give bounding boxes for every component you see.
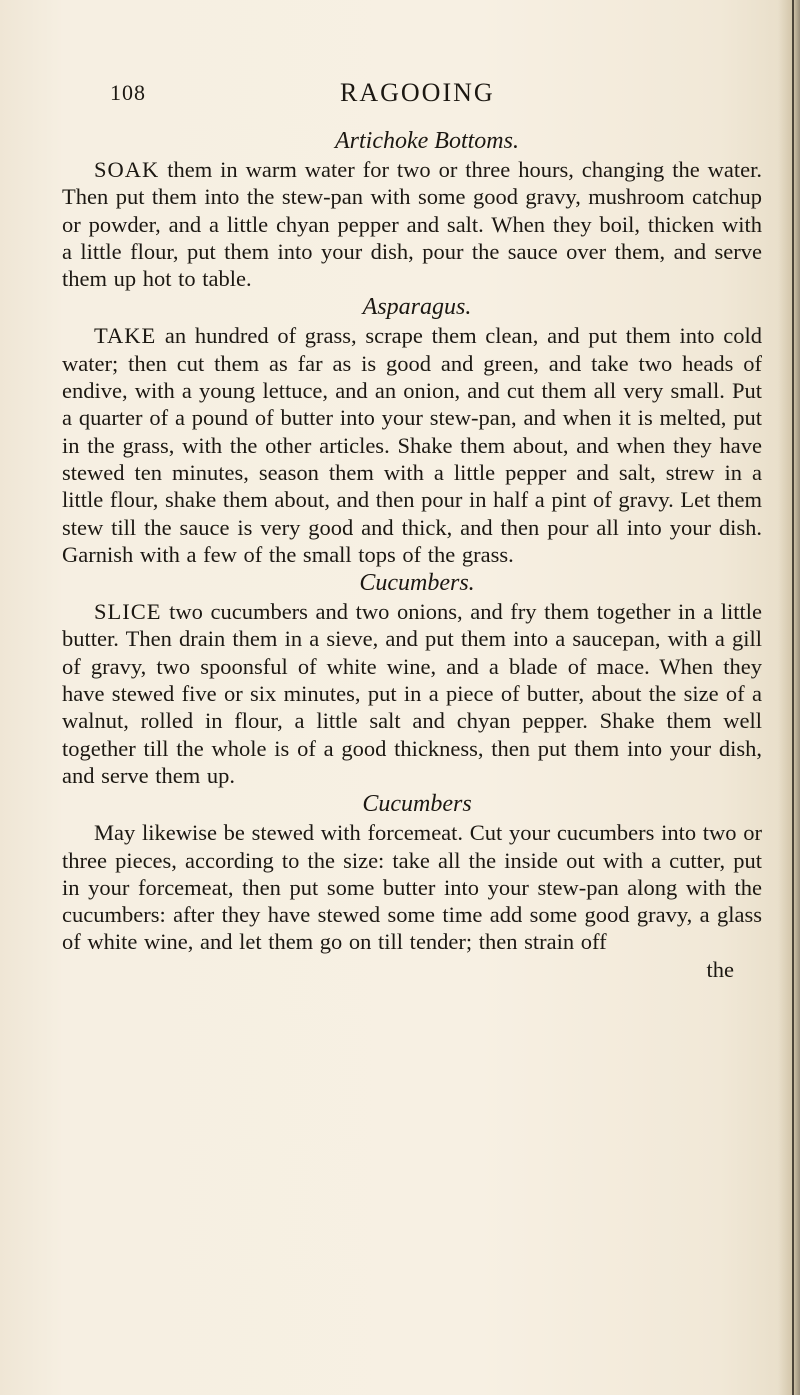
paragraph-text: an hundred of grass, scrape them clean, and put them into cold water; then cut them as far as is good and green, and take two heads of endive, with a young lettuce, and an onion, and cut them all very small. Put a quarter of a pound of butter into your stew-pan, and when it is melted, put in the grass, with the other articles. Shake them about, and when they have stewed ten minutes, season them with a little pepper and salt, strew in a little flour, shake them about, and then pour in half a pint of gravy. Let them stew till the sauce is very good and thick, and then pour all into your dish. Garnish with a few of the small tops of the grass. (62, 323, 762, 567)
running-title: RAGOOING (340, 78, 495, 107)
section-asparagus (62, 292, 762, 568)
section-cucumbers-2 (62, 789, 762, 955)
page-number: 108 (110, 80, 146, 105)
lead-word: TAKE (94, 323, 157, 349)
paragraph-text: May likewise be stewed with forcemeat. Cut your cucumbers into two or three pieces, according to the size: take all the inside out with a cutter, put in your forcemeat, then put some butter into your stew-pan along with the cucumbers: after they have stewed some time add some good gravy, a glass of white wine, and let them go on till tender; then strain off (62, 820, 762, 955)
page-edge-line (792, 0, 794, 1395)
section-heading: Artichoke Bottoms. (335, 128, 519, 154)
section-paragraph (62, 598, 762, 789)
section-heading: Cucumbers. (359, 570, 475, 597)
catchword: the (706, 956, 734, 982)
lead-word: SOAK (94, 157, 160, 182)
section-paragraph (62, 322, 762, 568)
section-heading: Asparagus. (362, 294, 472, 321)
page-body (62, 126, 762, 983)
lead-word: SLICE (94, 599, 162, 625)
section-artichoke-bottoms (62, 126, 762, 292)
paragraph-text: them in warm water for two or three hours, changing the water. Then put them into the stew-pan with some good gravy, mushroom catchup or powder, and a little chyan pepper and salt. When they boil, thicken with a little flour, put them into your dish, pour the sauce over them, and serve them up hot to table. (62, 157, 762, 292)
page-header (110, 80, 630, 120)
section-cucumbers-1 (62, 568, 762, 789)
section-heading: Cucumbers (362, 791, 472, 818)
paragraph-text: two cucumbers and two onions, and fry them together in a little butter. Then drain them in a sieve, and put them into a saucepan, with a gill of gravy, two spoonsful of white wine, and a blade of mace. When they have stewed five or six minutes, put in a piece of butter, about the size of a walnut, rolled in flour, a little salt and chyan pepper. Shake them well together till the whole is of a good thickness, then put them into your dish, and serve them up. (62, 599, 762, 788)
section-paragraph (62, 819, 762, 955)
section-paragraph (62, 156, 762, 292)
page-edge-shadow (778, 0, 800, 1395)
